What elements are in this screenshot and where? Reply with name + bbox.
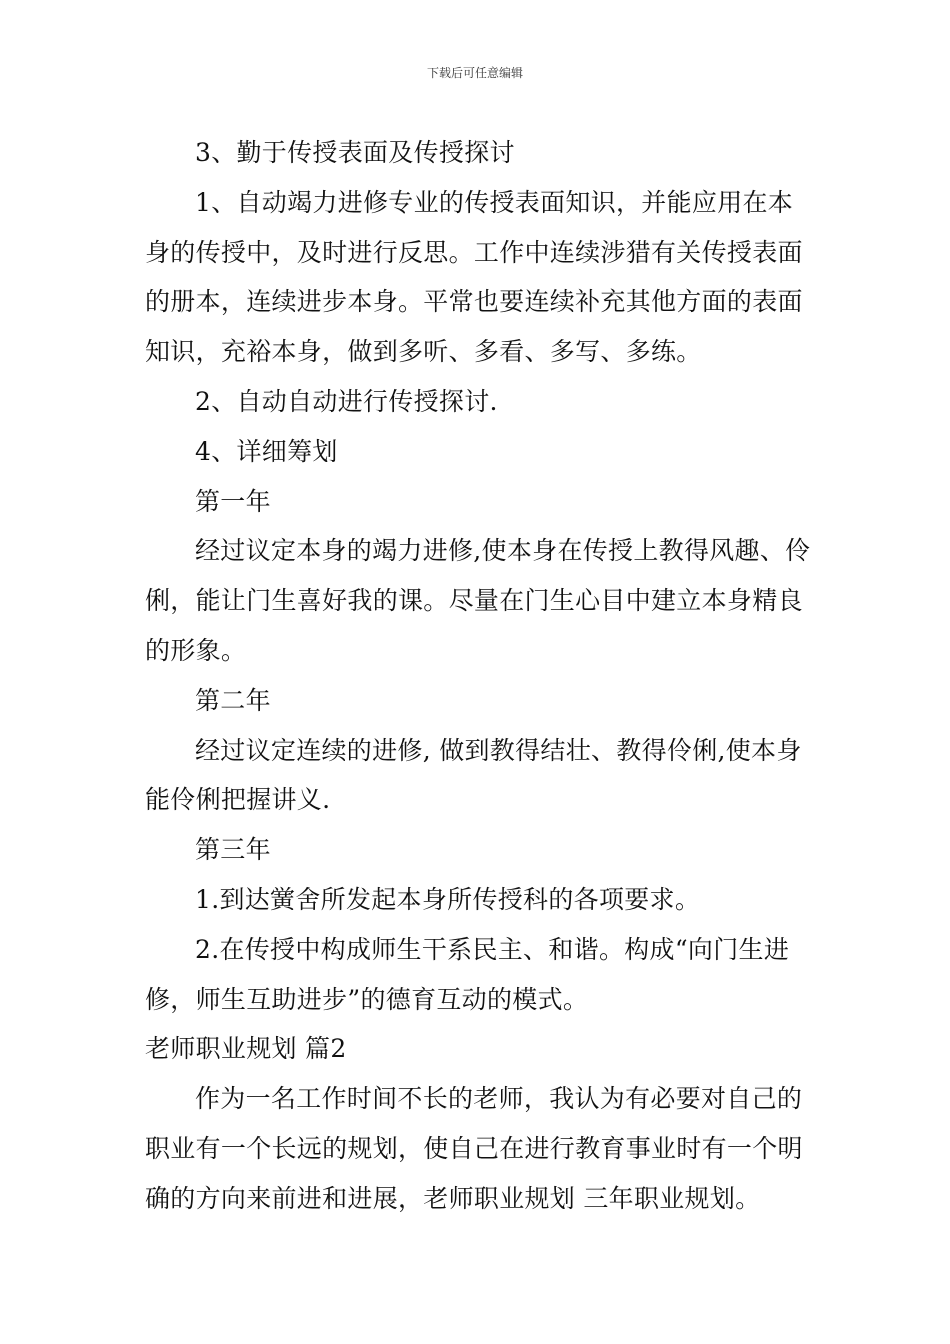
paragraph-year-3-item-1: 1.到达黉舍所发起本身所传授科的各项要求。 — [195, 884, 701, 914]
year-heading-1: 第一年 — [195, 486, 271, 516]
paragraph-year-1: 经过议定本身的竭力进修,使本身在传授上教得风趣、伶俐，能让门生喜好我的课。尽量在门生心目中建立本身精良的形象。 — [145, 536, 811, 665]
document-body — [145, 128, 813, 1224]
section-heading-4: 4、详细筹划 — [195, 436, 338, 466]
year-heading-3: 第三年 — [195, 835, 271, 865]
section-heading-3: 3、勤于传授表面及传授探讨 — [195, 138, 515, 167]
paragraph-year-2: 经过议定连续的进修, 做到教得结壮、教得伶俐,使本身能伶俐把握讲义. — [145, 735, 802, 815]
page-header: 下载后可任意编辑 — [426, 66, 523, 80]
article-title-part-2: 老师职业规划 篇2 — [145, 1034, 347, 1064]
paragraph-career-plan-intro: 作为一名工作时间不长的老师，我认为有必要对自己的职业有一个长远的规划，使自己在进行教育事业时有一个明确的方向来前进和进展，老师职业规划 三年职业规划。 — [145, 1084, 803, 1213]
paragraph-theory-study: 1、自动竭力进修专业的传授表面知识，并能应用在本身的传授中，及时进行反思。工作中连续涉猎有关传授表面的册本，连续进步本身。平常也要连续补充其他方面的表面知识，充裕本身，做到多听、多看、多写、多练。 — [145, 187, 803, 367]
year-heading-2: 第二年 — [195, 685, 271, 715]
paragraph-research: 2、自动自动进行传授探讨. — [195, 386, 498, 416]
paragraph-year-3-item-2: 2.在传授中构成师生干系民主、和谐。构成“向门生进修，师生互助进步”的德育互动的模式。 — [145, 934, 790, 1014]
